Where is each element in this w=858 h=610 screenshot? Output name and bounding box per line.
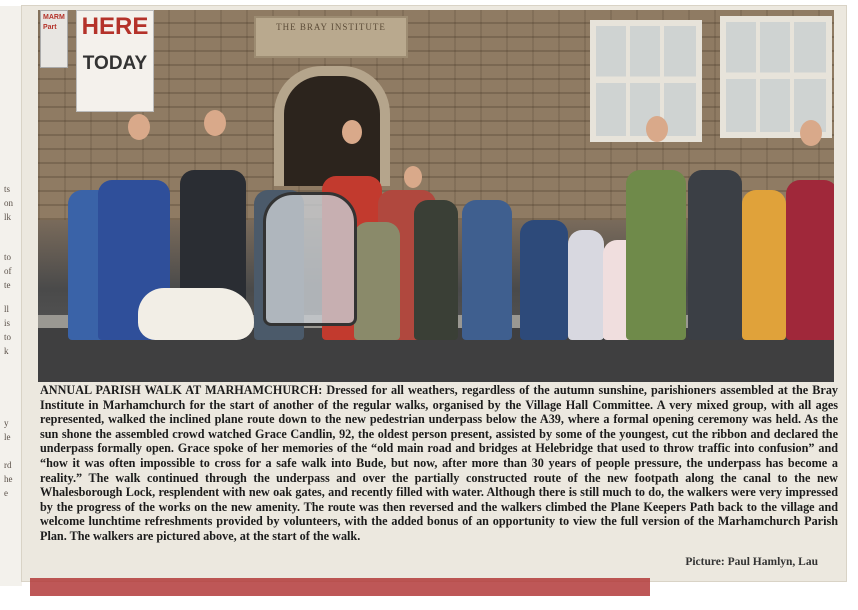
banner-line-2: TODAY <box>82 53 148 74</box>
person <box>568 230 604 340</box>
next-article-strip <box>30 578 650 596</box>
margin-text: is <box>4 318 11 328</box>
person <box>742 190 786 340</box>
margin-text: ll <box>4 304 10 314</box>
person <box>520 220 568 340</box>
caption-body: Dressed for all weathers, regardless of the autumn sunshine, parishioners assembled at the Bray Institute in Marhamchurch for the start of another of the regular walks, organised by the Village Hall Committee. A very mixed group, with all ages represented, walked the inclined plane route down to the new pedestrian underpass below the A39, where a formal opening ceremony was held. As the sun shone the assembled crowd watched Grace Candlin, 92, the oldest person present, assisted by some of the youngest, cut the ribbon and declared the underpass formally open. Grace spoke of her memories of the “old main road and bridges at Helebridge that used to throw traffic into confusion” and “how it was often impossible to cross for a safe walk into Bude, but now, after more than 30 years of people pressure, the underpass has become a reality.” The walk continued through the underpass and over the partially constructed route of the new footpath along the canal to the new Whalesborough Lock, resplendent with new oak gates, and recently filled with water. Although there is still much to do, the walkers were very impressed by the progress of the works on the new amenity. The route was then reversed and the walkers climbed the Plane Keepers Path back to the village and welcome lunchtime refreshments provided by volunteers, with the added bonus of an opportunity to view the full version of the Marhamchurch Parish Plan. The walkers are pictured above, at the start of the walk. <box>40 383 839 543</box>
face <box>404 166 422 188</box>
person <box>688 170 742 340</box>
institute-plaque <box>254 16 408 58</box>
face <box>646 116 668 142</box>
photo-caption <box>40 383 838 544</box>
margin-text: on <box>4 198 13 208</box>
group-photo <box>38 10 834 382</box>
previous-column-fragment <box>0 6 22 586</box>
face <box>800 120 822 146</box>
person <box>414 200 458 340</box>
photo-credit: Picture: Paul Hamlyn, Lau <box>685 556 818 568</box>
person <box>354 222 400 340</box>
margin-text: y <box>4 418 9 428</box>
small-sign: MARM Part <box>40 10 68 68</box>
margin-text: he <box>4 474 13 484</box>
dog <box>138 288 254 340</box>
face <box>342 120 362 144</box>
margin-text: to <box>4 252 12 262</box>
face <box>128 114 150 140</box>
margin-text: rd <box>4 460 12 470</box>
plaque-text: THE BRAY INSTITUTE <box>276 22 386 32</box>
here-today-banner <box>76 10 154 112</box>
margin-text: of <box>4 266 12 276</box>
margin-text: te <box>4 280 11 290</box>
margin-text: k <box>4 346 9 356</box>
pushchair <box>263 192 357 326</box>
margin-text: e <box>4 488 8 498</box>
person <box>786 180 834 340</box>
face <box>204 110 226 136</box>
person <box>462 200 512 340</box>
banner-line-1: HERE <box>81 13 149 40</box>
margin-text: ts <box>4 184 11 194</box>
margin-text: lk <box>4 212 12 222</box>
margin-text: le <box>4 432 11 442</box>
caption-headline: ANNUAL PARISH WALK AT MARHAMCHURCH: <box>40 383 323 397</box>
person <box>626 170 686 340</box>
margin-text: to <box>4 332 12 342</box>
